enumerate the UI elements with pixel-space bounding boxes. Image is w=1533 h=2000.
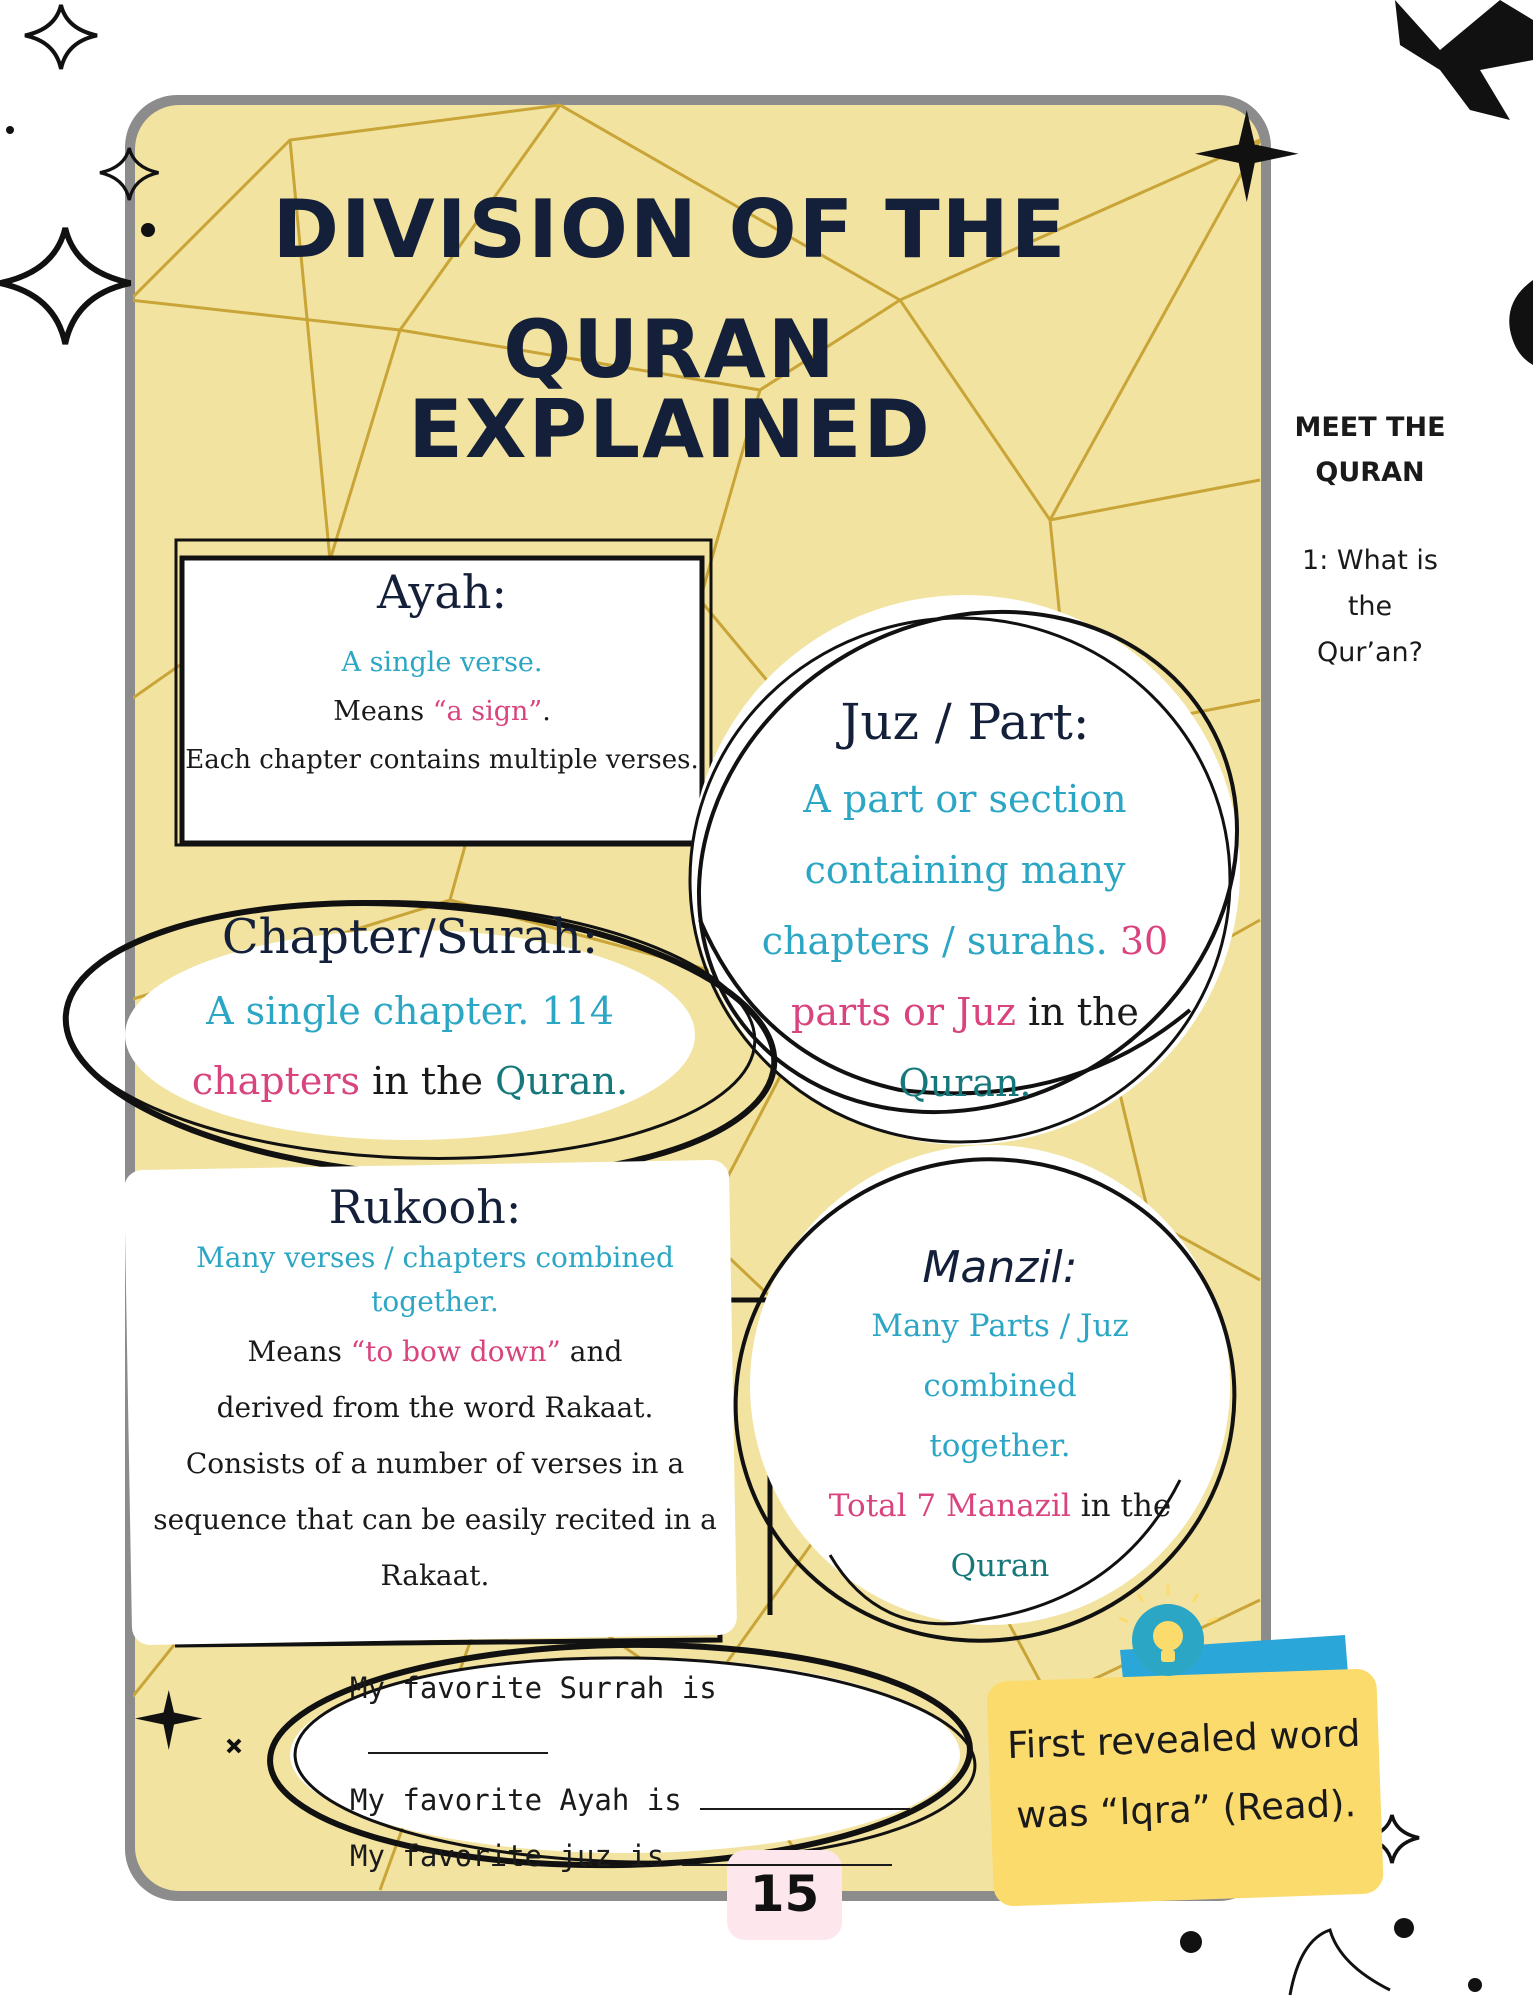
rukooh-line-6: Rakaat. [380,1559,490,1592]
rukooh-line-5: sequence that can be easily recited in a [153,1503,717,1536]
manzil-section [790,1240,1210,1596]
favorite-ayah-row [350,1772,910,1828]
surah-line-2: chapters in the Quran. [191,1059,629,1103]
fact-line-2: was “Iqra” (Read). [1015,1782,1357,1837]
juz-line-4: parts or Juz in the [791,990,1139,1034]
sidebar-question [1280,538,1460,676]
page-number: 15 [749,1865,820,1923]
juz-line-5: Quran. [898,1061,1032,1105]
juz-line-3: chapters / surahs. 30 [761,919,1169,963]
manzil-title: Manzil: [922,1242,1078,1293]
rukooh-line-3: derived from the word Rakaat. [216,1391,654,1424]
page-title-line-2: QURAN EXPLAINED [408,303,932,476]
favorite-ayah-blank[interactable] [700,1808,910,1810]
manzil-line-4: Quran [950,1548,1050,1584]
juz-title: Juz / Part: [840,693,1090,751]
fact-line-1: First revealed word [1006,1711,1362,1768]
surah-line-1: A single chapter. 114 [206,989,614,1033]
fact-note-text [983,1698,1388,1852]
manzil-line-2: together. [929,1428,1071,1464]
rukooh-line-4: Consists of a number of verses in a [185,1447,685,1480]
favorites-section [350,1660,910,1884]
sidebar-question-line-1: 1: What is [1302,545,1438,576]
surah-title: Chapter/Surah: [221,909,599,965]
rukooh-title: Rukooh: [328,1180,522,1234]
sidebar-heading-line-2: QURAN [1315,457,1425,488]
sidebar-question-line-2: the [1347,591,1393,622]
favorite-surah-row [350,1660,910,1772]
juz-line-2: containing many [804,848,1126,892]
ayah-line-3: Each chapter contains multiple verses. [185,745,699,775]
surah-section [150,898,670,1116]
manzil-line-3: Total 7 Manazil in the [828,1488,1172,1524]
manzil-line-1: Many Parts / Juz combined [871,1308,1129,1404]
favorite-surah-label: My favorite Surrah is [350,1671,717,1705]
juz-line-1: A part or section [803,777,1127,821]
favorite-surah-blank[interactable] [368,1752,548,1754]
ayah-title: Ayah: [377,565,507,619]
page-title-line-1: DIVISION OF THE [272,183,1068,276]
sparkle-star-icon [25,5,97,69]
rukooh-line-1: Many verses / chapters combined together. [196,1241,674,1318]
ayah-section [182,565,702,775]
favorite-juz-label: My favorite juz is [350,1839,665,1873]
rukooh-line-2: Means “to bow down” and [247,1335,623,1368]
cross-mark-icon [1395,0,1533,120]
favorite-ayah-label: My favorite Ayah is [350,1783,682,1817]
juz-section [735,680,1195,1119]
sparkle-star-icon [0,228,131,344]
ayah-line-2: Means “a sign”. [333,696,551,727]
rukooh-section [135,1178,735,1604]
sidebar-heading [1280,412,1460,488]
sidebar-question-line-3: Qur’an? [1316,637,1424,668]
sidebar-heading-line-1: MEET THE [1294,412,1446,443]
ayah-line-1: A single verse. [341,647,543,678]
